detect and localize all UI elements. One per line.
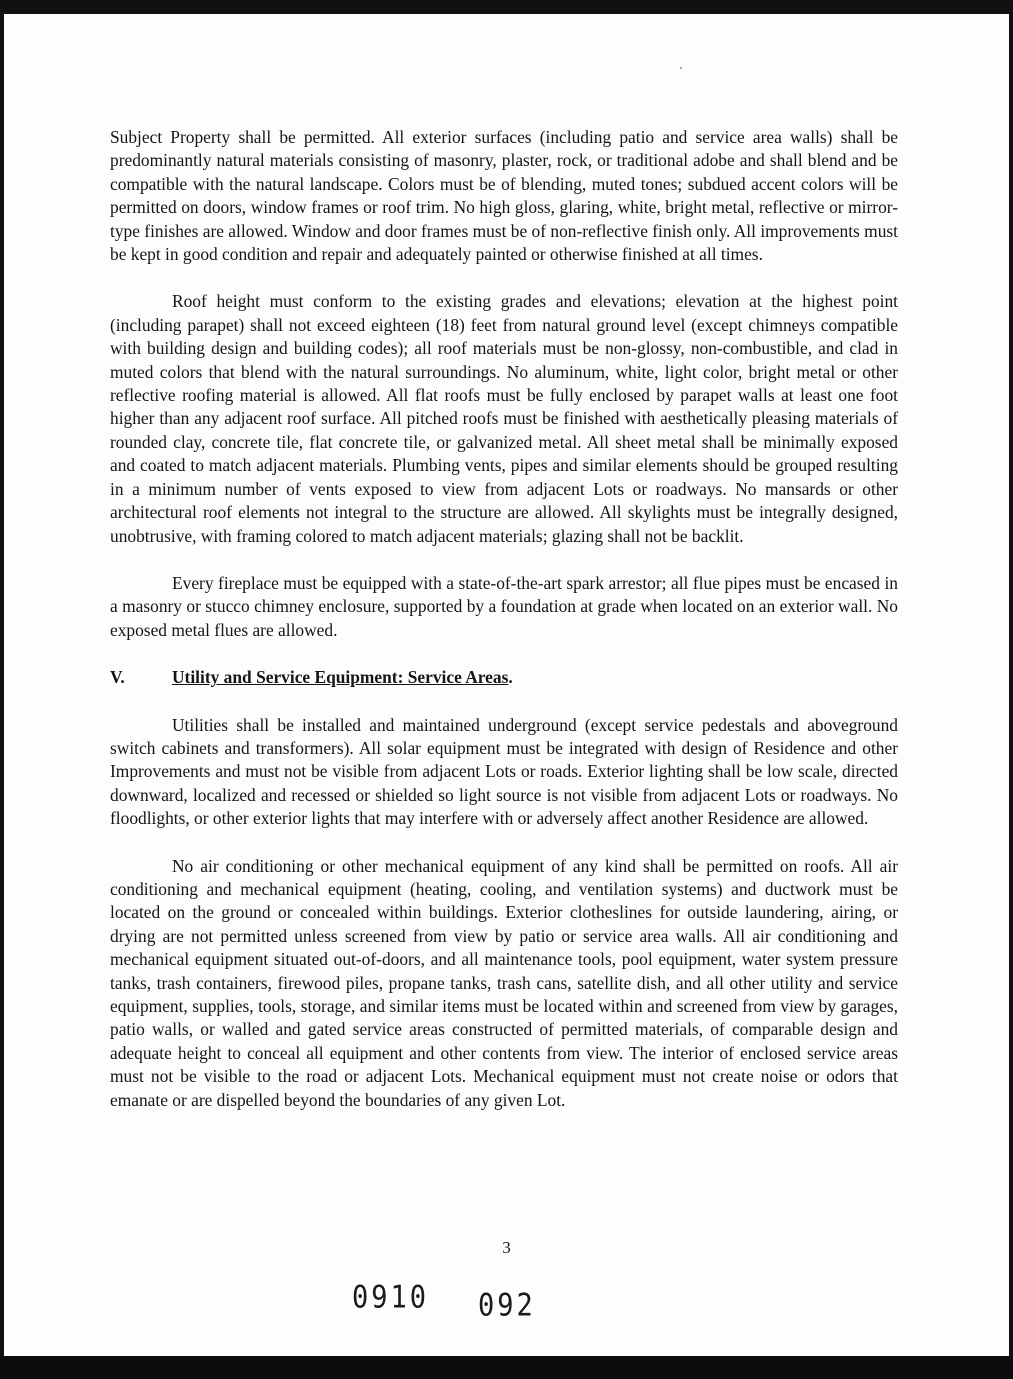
paragraph-roof-height: Roof height must conform to the existing grades and elevations; elevation at the highest point (including parapet) shall not exceed eighteen (18) feet from natural ground level (except chimneys compatible with building design and building codes); all roof materials must be non-glossy, non-combustible, and clad in muted colors that blend with the natural surroundings. No aluminum, white, light color, bright metal or other reflective roofing material is allowed. All flat roofs must be fully enclosed by parapet walls at least one foot higher than any adjacent roof surface. All pitched roofs must be finished with aesthetically pleasing materials of rounded clay, concrete tile, flat concrete tile, or galvanized metal. All sheet metal shall be minimally exposed and coated to match adjacent materials. Plumbing vents, pipes and similar elements should be grouped resulting in a minimum number of vents exposed to view from adjacent Lots or roadways. No mansards or other architectural roof elements not integral to the structure are allowed. All skylights must be integrally designed, unobtrusive, with framing colored to match adjacent materials; glazing shall not be backlit. [110,291,898,546]
paragraph-utilities: Utilities shall be installed and maintained underground (except service pedestals and aboveground switch cabinets and transformers). All solar equipment must be integrated with design of Residence and other Improvements and must not be visible from adjacent Lots or roads. Exterior lighting shall be low scale, directed downward, localized and recessed or shielded so light source is not visible from adjacent Lots or roadways. No floodlights, or other exterior lights that may interfere with or adversely affect another Residence are allowed. [110,714,898,829]
section-title-period: . [508,667,513,688]
scan-bottom-edge [0,1356,1013,1379]
page-number: 3 [502,1238,511,1257]
section-heading-text [172,666,513,689]
document-body [110,126,898,1136]
section-number: V. [110,667,125,688]
paragraph-air-conditioning: No air conditioning or other mechanical equipment of any kind shall be permitted on roofs. All air conditioning and mechanical equipment (heating, cooling, and ventilation systems) and ductwork must be located on the ground or concealed within buildings. Exterior clotheslines for outside laundering, airing, or drying are not permitted unless screened from view by patio or service area walls. All air conditioning and mechanical equipment situated out-of-doors, and all maintenance tools, pool equipment, water system pressure tanks, trash containers, firewood piles, propane tanks, trash cans, satellite dish, and all other utility and service equipment, supplies, tools, storage, and similar items must be located within and screened from view by garages, patio walls, or walled and gated service areas constructed of permitted materials, of comparable design and adequate height to conceal all equipment and other contents from view. The interior of enclosed service areas must not be visible to the road or adjacent Lots. Mechanical equipment must not create noise or odors that emanate or are dispelled beyond the boundaries of any given Lot. [110,855,898,1110]
section-title: Utility and Service Equipment: Service Areas [172,667,509,688]
paragraph-exterior-surfaces: Subject Property shall be permitted. All exterior surfaces (including patio and service area walls) shall be predominantly natural materials consisting of masonry, plaster, rock, or traditional adobe and shall blend and be compatible with the natural landscape. Colors must be of blending, muted tones; subdued accent colors will be permitted on doors, window frames or roof trim. No high gloss, glaring, white, bright metal, reflective or mirror-type finishes are allowed. Window and door frames must be of non-reflective finish only. All improvements must be kept in good condition and repair and adequately painted or otherwise finished at all times. [110,127,898,265]
section-heading [110,666,898,689]
recording-stamp-book: 0910 [352,1279,430,1316]
recording-stamp-page: 092 [478,1287,536,1324]
scan-speck [680,67,682,69]
paragraph-fireplace: Every fireplace must be equipped with a state-of-the-art spark arrestor; all flue pipes must be encased in a masonry or stucco chimney enclosure, supported by a foundation at grade when located on an exterior wall. No exposed metal flues are allowed. [110,572,898,640]
